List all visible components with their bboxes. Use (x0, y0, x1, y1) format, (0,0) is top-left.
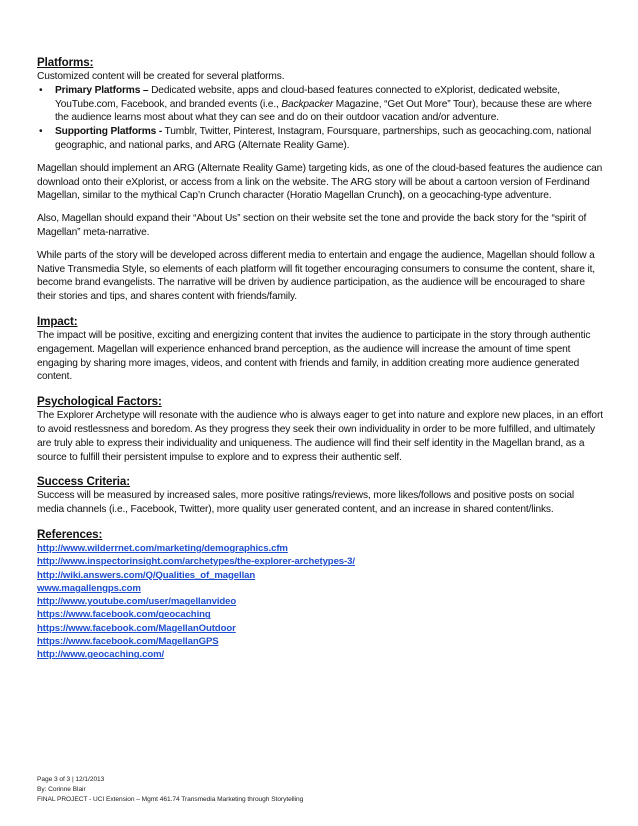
references-heading: References: (37, 527, 103, 541)
platforms-heading: Platforms: (37, 56, 94, 69)
references-list (37, 542, 603, 662)
reference-link[interactable]: http://www.wilderrnet.com/marketing/demographics.cfm (37, 542, 288, 554)
footer-project: FINAL PROJECT - UCI Extension – Mgmt 461.74 Transmedia Marketing through Storytelling (37, 796, 304, 804)
psychological-heading: Psychological Factors: (37, 395, 162, 409)
platforms-intro: Customized content will be created for several platforms. (37, 71, 285, 82)
reference-link[interactable]: http://wiki.answers.com/Q/Qualities_of_magellan (37, 569, 256, 581)
impact-heading: Impact: (37, 314, 78, 328)
supporting-platforms-text: Tumblr, Twitter, Pinterest, Instagram, Foursquare, partnerships, such as geocaching.com, national geographic, and national parks, and ARG (Alternate Reality Game). (55, 126, 592, 151)
primary-platforms-label: Primary Platforms – (55, 84, 149, 96)
success-heading: Success Criteria: (37, 475, 131, 489)
backpacker-italic: Backpacker (281, 98, 334, 110)
bullet-icon: • (39, 84, 43, 96)
reference-link[interactable]: http://www.youtube.com/user/magellanvideo (37, 596, 237, 608)
footer-page-number: Page 3 of 3 | 12/1/2013 (37, 776, 105, 783)
bullet-icon: • (39, 126, 43, 138)
platforms-list (37, 84, 603, 153)
reference-link[interactable]: http://www.inspectorinsight.com/archetypes/the-explorer-archetypes-3/ (37, 556, 355, 568)
page-footer (37, 775, 303, 806)
transmedia-paragraph: While parts of the story will be developed across different media to entertain and engage the audience, Magellan should follow a Native Transmedia Style, so elements of each platform will fit together encouraging consumers to consume the content, share it, become brand evangelists. The narrative will be driven by audience participation, as the audience will be encouraged to share their stories and tips, and shares content with friends/family. (37, 249, 595, 303)
reference-link[interactable]: http://www.geocaching.com/ (37, 649, 165, 661)
arg-text-end: , on a geocaching-type adventure. (402, 190, 552, 202)
primary-platforms-text: Dedicated website, apps and cloud-based features connected to eXplorist, dedicated website, YouTube.com, Facebook, and branded events (i.e., (55, 84, 560, 110)
impact-paragraph: The impact will be positive, exciting and energizing content that invites the audience to participate in the story through authentic engagement. Magellan will experience enhanced brand perception, as the audience will increase the amount of time spent engaging by sharing more images, videos, and content with friends and family, in addition creating more audience generated content. (37, 329, 591, 383)
arg-bold-paren: ) (399, 190, 403, 202)
arg-text: Magellan should implement an ARG (Alternate Reality Game) targeting kids, as one of the cloud-based features the audience can download onto their eXplorist, or access from a link on the website. The ARG story will be about a cartoon version of Ferdinand Magellan, similar to the mythical Cap’n Crunch character (Horatio Magellan Crunch (37, 162, 603, 202)
success-paragraph: Success will be measured by increased sales, more positive ratings/reviews, more likes/follows and positive posts on social media channels (i.e., Facebook, Twitter), more quality user generated content, and an increase in shared content/links. (37, 490, 575, 516)
arg-paragraph (37, 162, 603, 203)
psychological-paragraph: The Explorer Archetype will resonate with the audience who is always eager to get into nature and explore new places, in an effort to avoid restlessness and boredom. As they progress they seek their own individuality in order to be more fulfilled, and ultimately are truly able to express their individuality and uniqueness. The audience will find their self identity in the Magellan brand, as a source to fulfill their persistent impulse to explore and to express their authentic self. (37, 410, 603, 463)
about-us-paragraph: Also, Magellan should expand their “About Us” section on their website set the tone and provide the back story for the “spirit of Magellan” meta-narrative. (37, 213, 587, 238)
list-item-supporting-platforms (37, 125, 603, 153)
list-item-primary-platforms (37, 84, 603, 125)
primary-platforms-text-end: Magazine, “Get Out More” Tour), because these are where the audience learns most about what they can see and do on their outdoor vacation and/or adventure. (55, 98, 592, 124)
reference-link[interactable]: https://www.facebook.com/MagellanGPS (37, 636, 219, 647)
footer-author: By: Corinne Blair (37, 786, 86, 794)
reference-link[interactable]: https://www.facebook.com/MagellanOutdoor (37, 622, 236, 634)
supporting-platforms-label: Supporting Platforms - (55, 126, 163, 138)
reference-link[interactable]: https://www.facebook.com/geocaching (37, 609, 211, 621)
reference-link[interactable]: www.magallengps.com (37, 582, 141, 594)
document-body (37, 56, 603, 662)
